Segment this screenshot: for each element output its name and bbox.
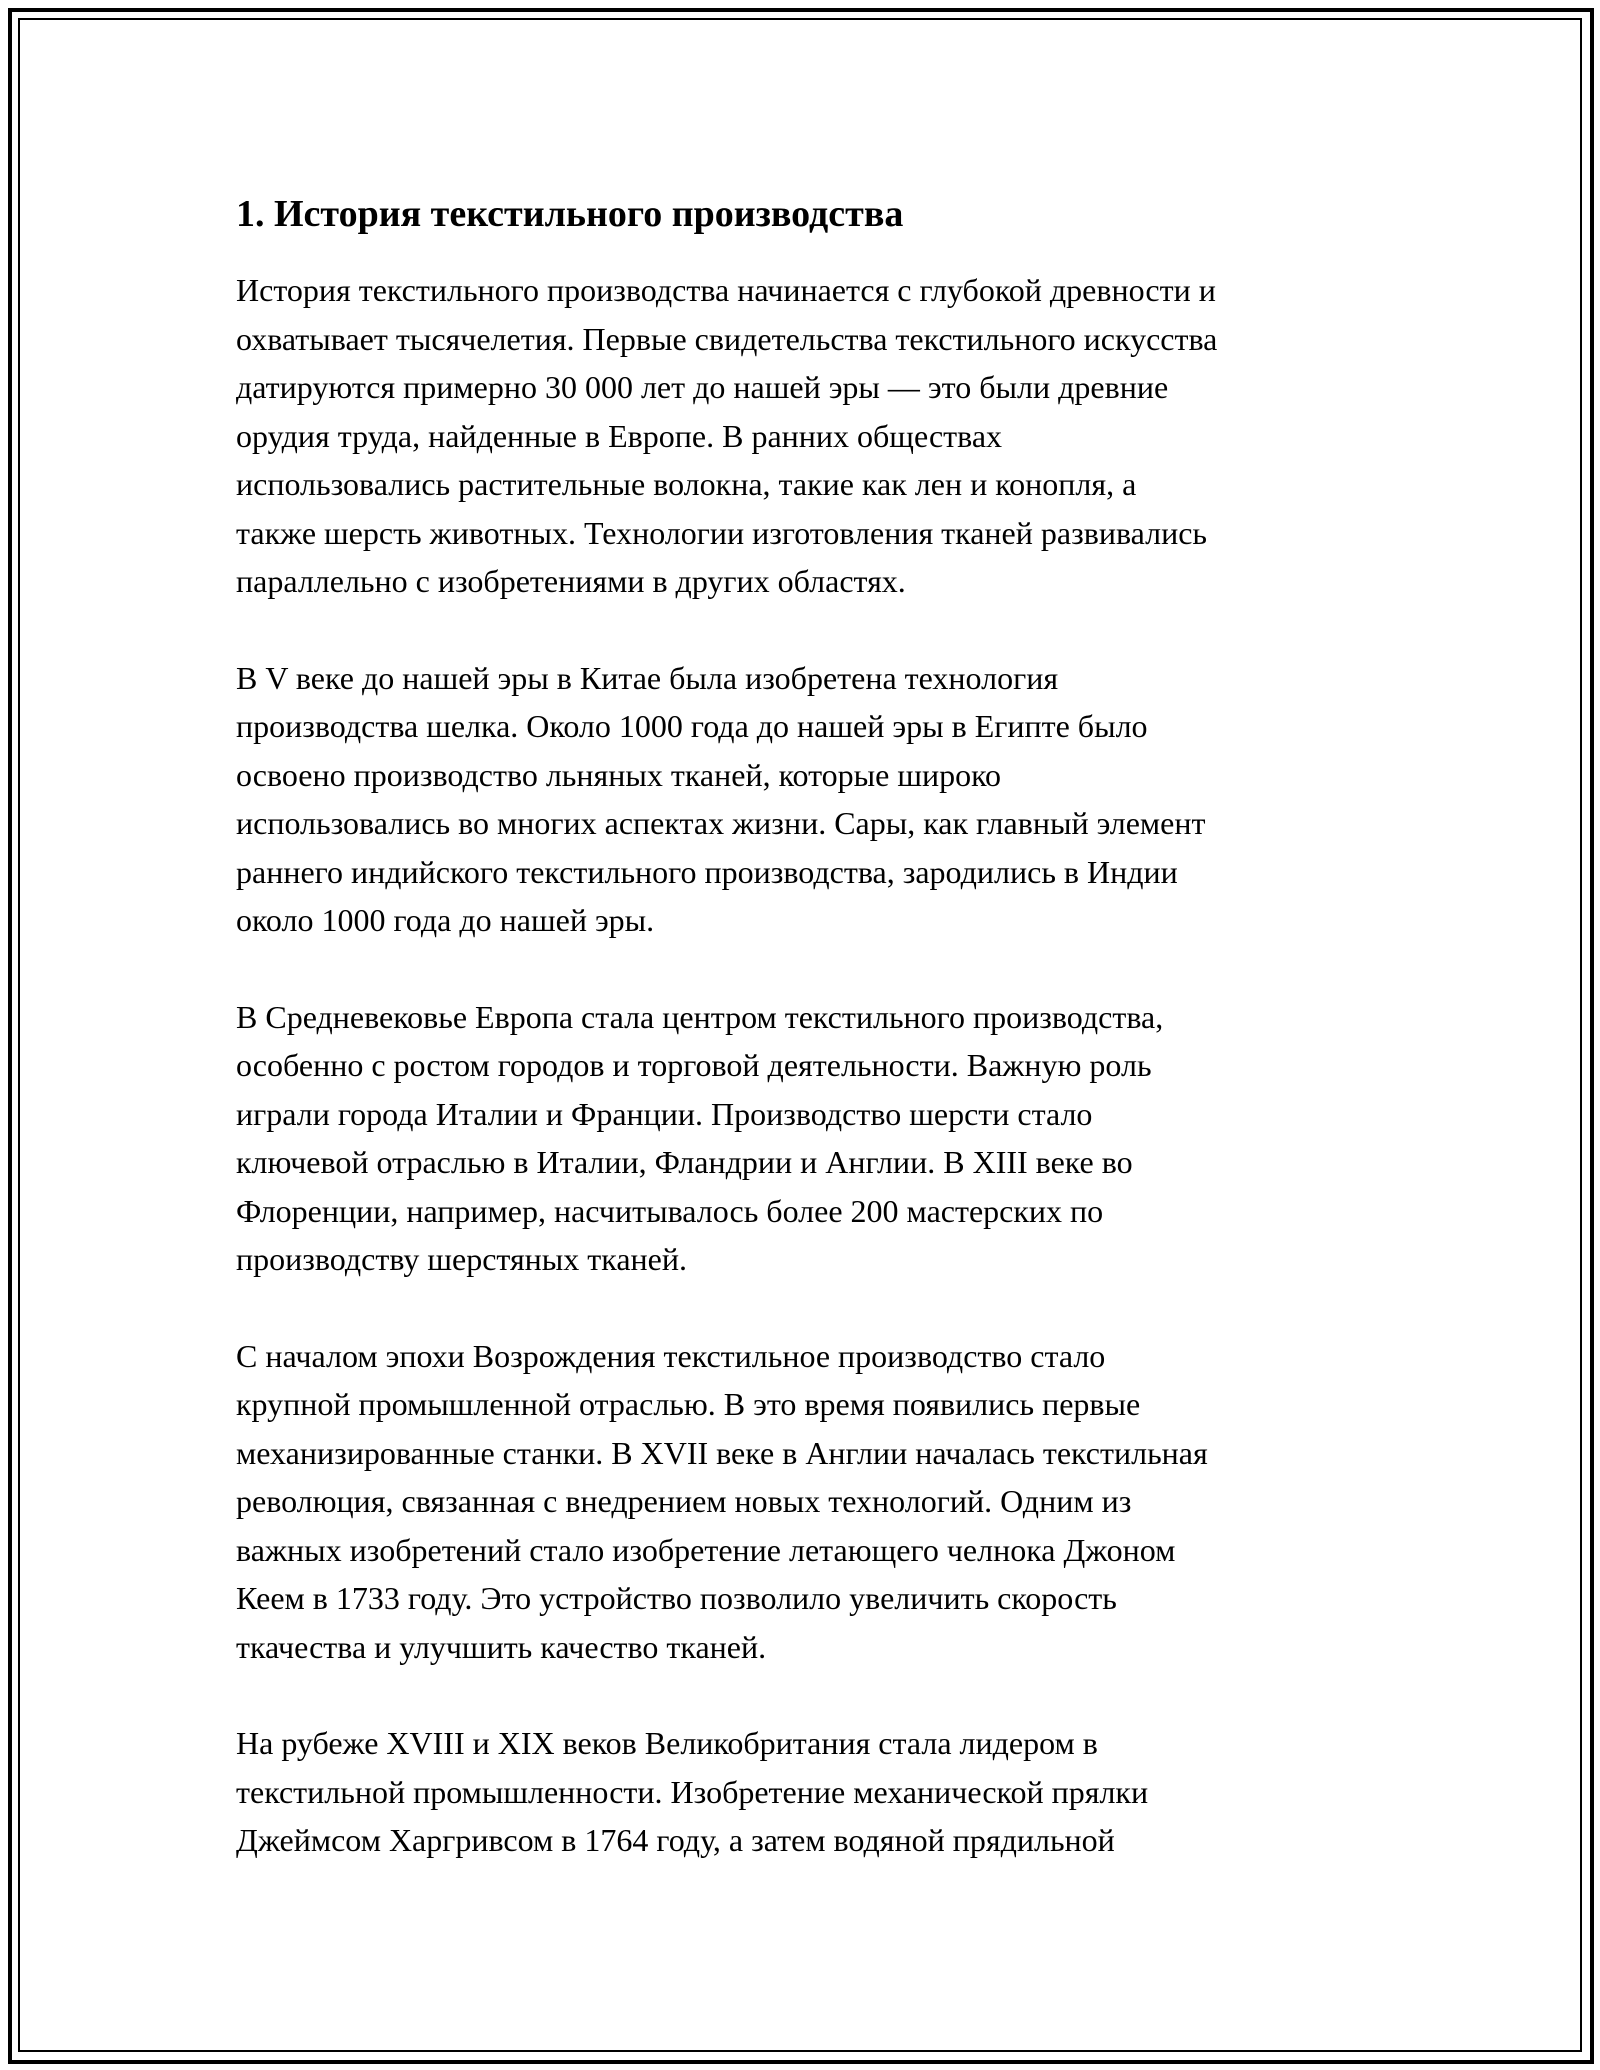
text-line: механизированные станки. В XVII веке в Англии началась текстильная [236, 1434, 1208, 1471]
text-line: параллельно с изобретениями в других областях. [236, 563, 906, 599]
text-line: раннего индийского текстильного производства, зародились в Индии [236, 853, 1178, 890]
text-line: Джеймсом Харгривсом в 1764 году, а затем водяной прядильной [236, 1822, 1115, 1858]
text-line: освоено производство льняных тканей, которые широко [236, 756, 1002, 793]
text-line: В Средневековье Европа стала центром текстильного производства, [236, 998, 1164, 1035]
text-line: около 1000 года до нашей эры. [236, 902, 655, 938]
text-line: играли города Италии и Франции. Производство шерсти стало [236, 1095, 1093, 1132]
paragraph-ancient-origins [236, 266, 1376, 606]
text-line: использовались во многих аспектах жизни. Сары, как главный элемент [236, 805, 1206, 841]
text-line: использовались растительные волокна, такие как лен и конопля, а [236, 466, 1137, 502]
text-line: Кеем в 1733 году. Это устройство позволило увеличить скорость [236, 1580, 1117, 1616]
text-line: производства шелка. Около 1000 года до нашей эры в Египте было [236, 708, 1148, 744]
text-line: История текстильного производства начинается с глубокой древности и [236, 272, 1216, 308]
text-line: орудия труда, найденные в Европе. В ранних обществах [236, 417, 1003, 454]
text-line: датируются примерно 30 000 лет до нашей эры — это были древние [236, 369, 1169, 405]
text-line: важных изобретений стало изобретение летающего челнока Джоном [236, 1531, 1176, 1568]
text-line: охватывает тысячелетия. Первые свидетельства текстильного искусства [236, 320, 1218, 357]
document-body [236, 186, 1376, 1913]
text-line: С началом эпохи Возрождения текстильное производство стало [236, 1337, 1106, 1374]
text-line: Флоренции, например, насчитывалось более 200 мастерских по [236, 1192, 1104, 1229]
text-line: крупной промышленной отраслью. В это время появились первые [236, 1386, 1141, 1422]
section-heading: 1. История текстильного производства [236, 193, 904, 235]
text-line: текстильной промышленности. Изобретение механической прялки [236, 1773, 1149, 1810]
text-line: ткачества и улучшить качество тканей. [236, 1628, 767, 1665]
text-line: производству шерстяных тканей. [236, 1241, 687, 1277]
text-line: В V веке до нашей эры в Китае была изобретена технология [236, 659, 1059, 696]
paragraph-middle-ages [236, 993, 1376, 1284]
paragraph-industrial-britain [236, 1719, 1376, 1865]
text-line: особенно с ростом городов и торговой деятельности. Важную роль [236, 1047, 1152, 1083]
text-line: ключевой отраслью в Италии, Фландрии и Англии. В XIII веке во [236, 1144, 1133, 1180]
paragraph-renaissance [236, 1332, 1376, 1672]
paragraph-china-egypt-india [236, 654, 1376, 945]
text-line: революция, связанная с внедрением новых технологий. Одним из [236, 1483, 1132, 1519]
text-line: На рубеже XVIII и XIX веков Великобритания стала лидером в [236, 1725, 1098, 1761]
text-line: также шерсть животных. Технологии изготовления тканей развивались [236, 514, 1208, 551]
